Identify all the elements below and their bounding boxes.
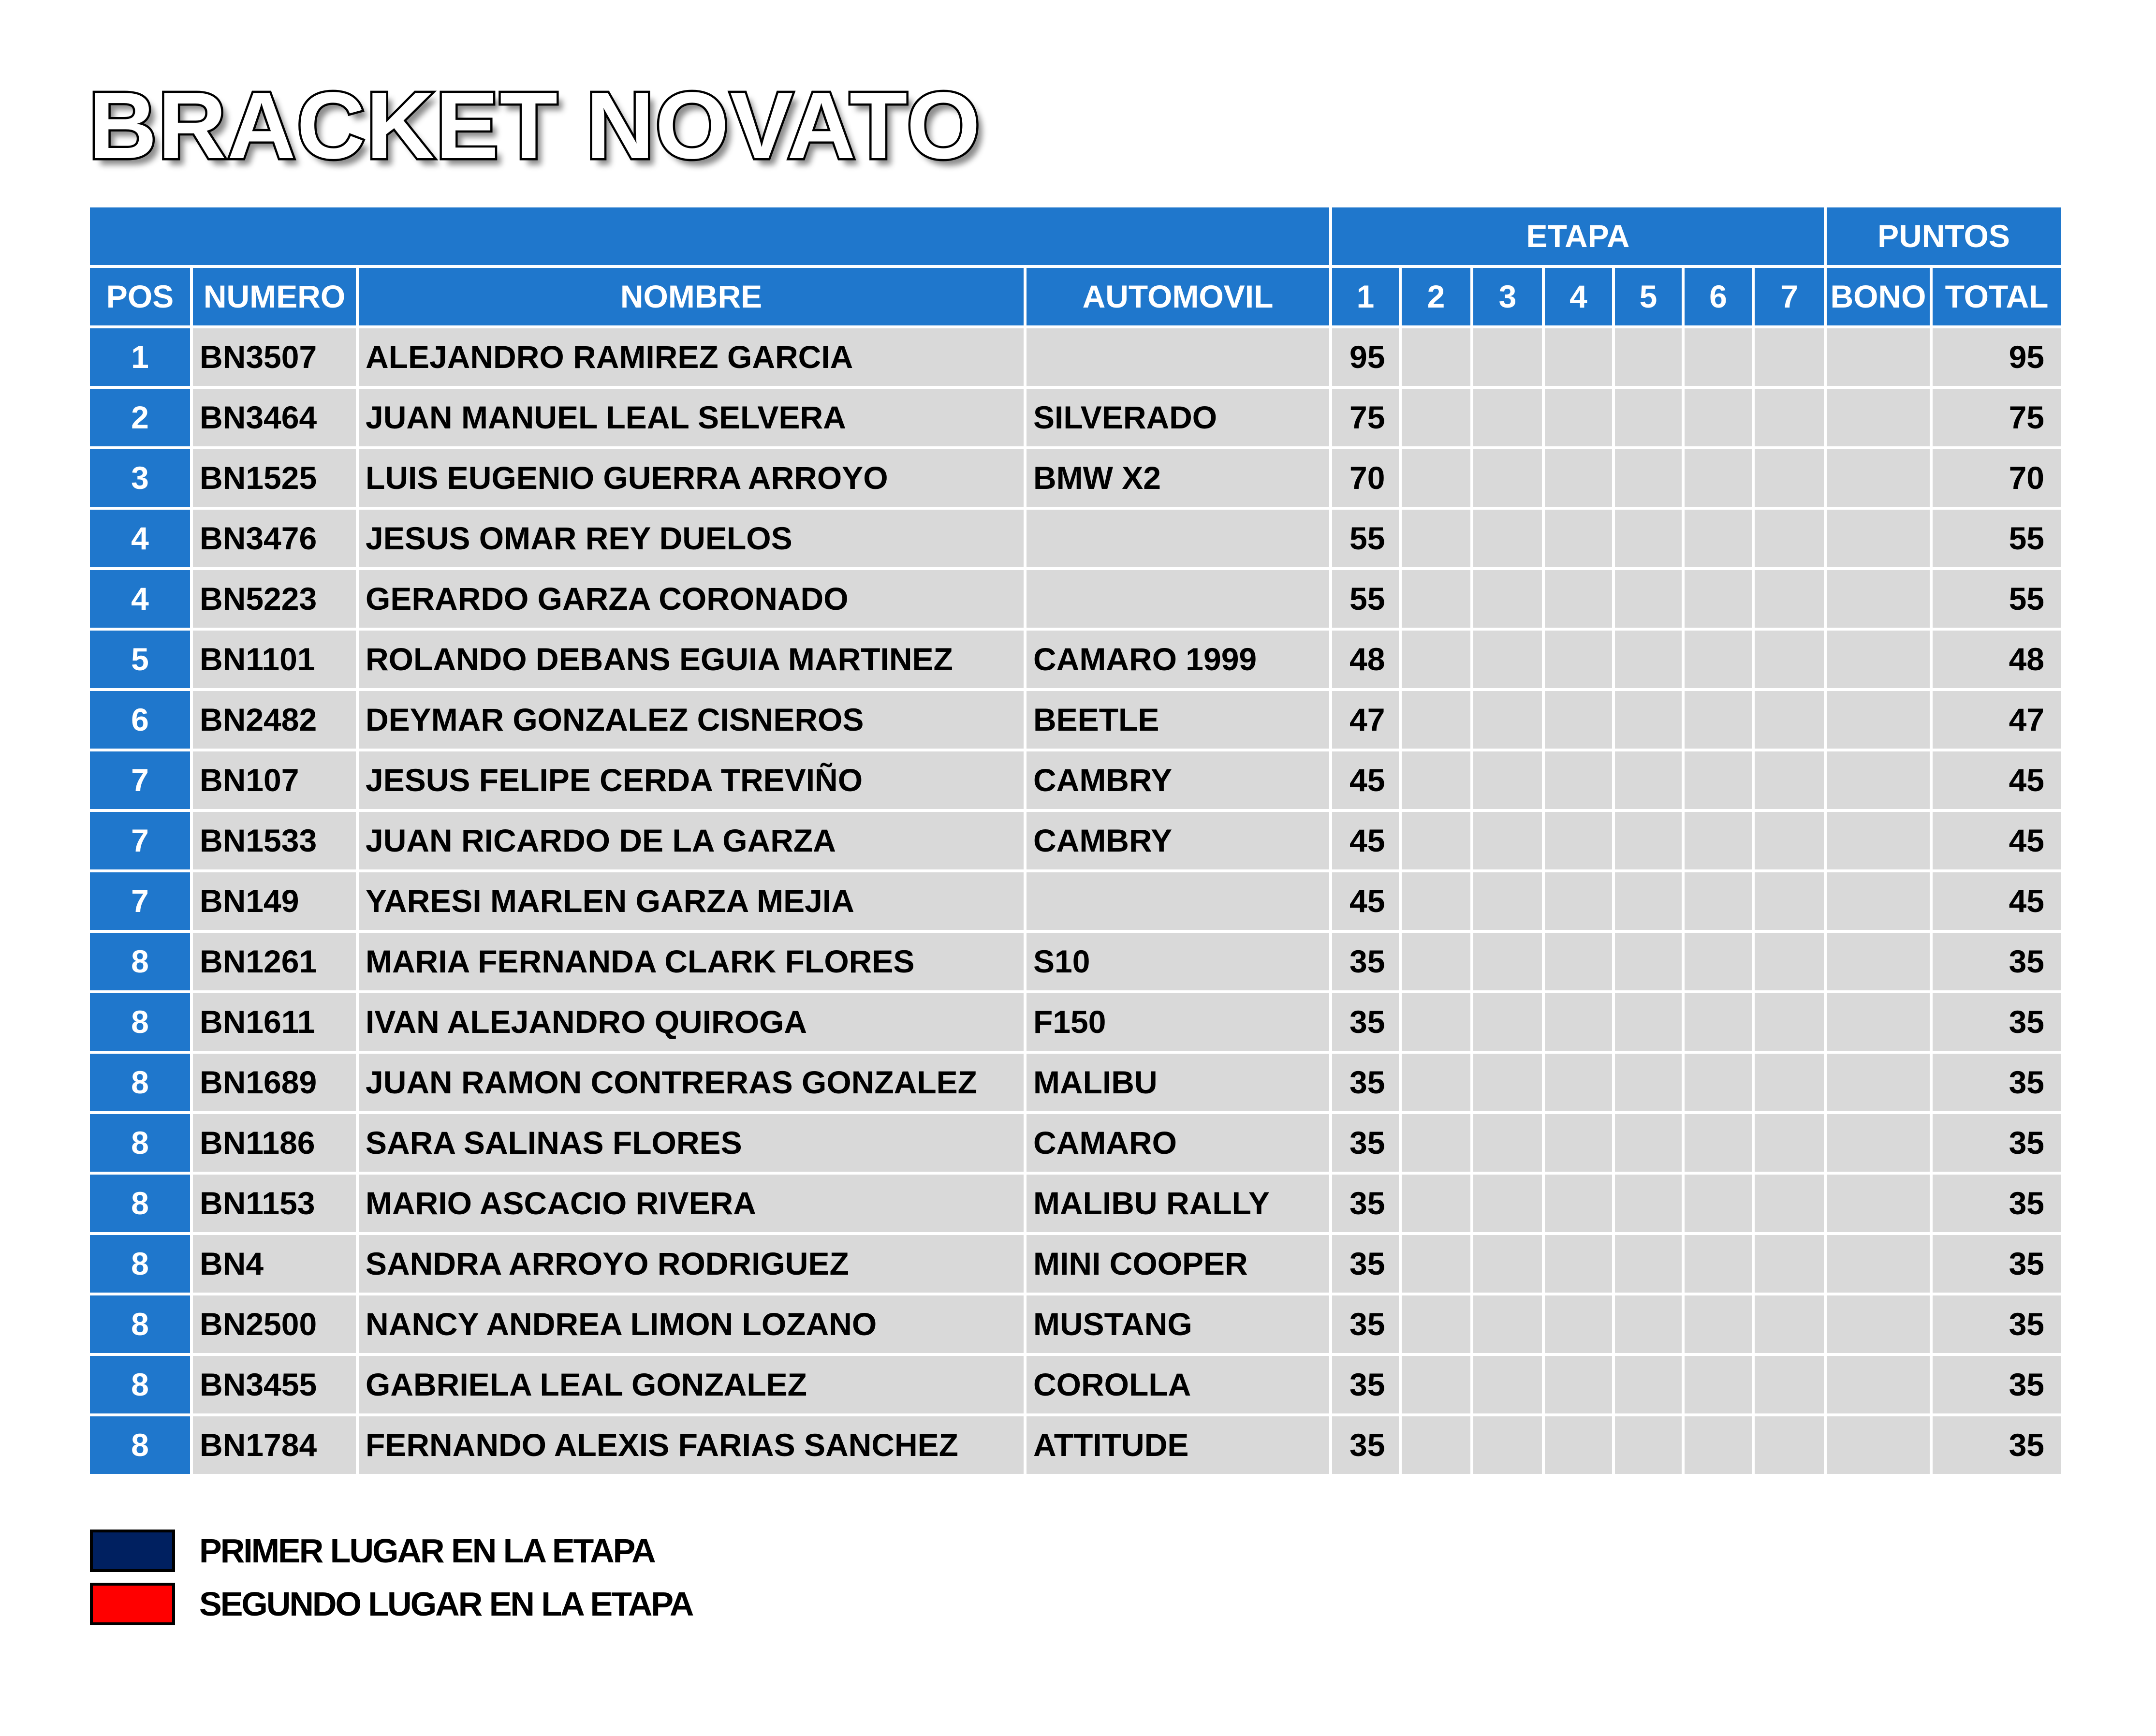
cell-etapa-1: 35 (1332, 1356, 1399, 1413)
cell-pos: 7 (90, 872, 190, 930)
cell-etapa-2 (1402, 933, 1470, 990)
cell-pos: 7 (90, 812, 190, 869)
cell-automovil: CAMBRY (1027, 751, 1329, 809)
cell-total: 45 (1933, 872, 2061, 930)
cell-etapa-2 (1402, 1054, 1470, 1111)
cell-automovil: MUSTANG (1027, 1295, 1329, 1353)
cell-etapa-7 (1755, 751, 1824, 809)
cell-etapa-7 (1755, 1054, 1824, 1111)
cell-bono (1827, 993, 1930, 1051)
cell-numero: BN5223 (193, 570, 356, 628)
cell-automovil: ATTITUDE (1027, 1416, 1329, 1474)
cell-numero: BN1525 (193, 449, 356, 507)
cell-etapa-4 (1545, 510, 1612, 567)
cell-etapa-6 (1685, 933, 1752, 990)
cell-bono (1827, 449, 1930, 507)
table-row (90, 872, 2061, 930)
cell-etapa-4 (1545, 751, 1612, 809)
cell-etapa-6 (1685, 751, 1752, 809)
cell-etapa-7 (1755, 691, 1824, 749)
cell-etapa-1: 35 (1332, 933, 1399, 990)
cell-etapa-6 (1685, 1175, 1752, 1232)
legend-swatch-red (90, 1583, 175, 1625)
cell-etapa-2 (1402, 1295, 1470, 1353)
cell-nombre: ALEJANDRO RAMIREZ GARCIA (359, 328, 1024, 386)
cell-nombre: MARIO ASCACIO RIVERA (359, 1175, 1024, 1232)
cell-etapa-1: 95 (1332, 328, 1399, 386)
cell-etapa-2 (1402, 751, 1470, 809)
cell-etapa-6 (1685, 570, 1752, 628)
cell-etapa-5 (1615, 449, 1682, 507)
legend-item-segundo-lugar (90, 1583, 767, 1631)
cell-etapa-4 (1545, 691, 1612, 749)
column-header-total: TOTAL (1933, 268, 2061, 325)
cell-etapa-5 (1615, 1114, 1682, 1172)
cell-etapa-5 (1615, 570, 1682, 628)
cell-nombre: JESUS FELIPE CERDA TREVIÑO (359, 751, 1024, 809)
cell-automovil: CAMARO (1027, 1114, 1329, 1172)
cell-total: 48 (1933, 631, 2061, 688)
cell-etapa-5 (1615, 1175, 1682, 1232)
cell-etapa-3 (1473, 510, 1542, 567)
cell-etapa-1: 45 (1332, 872, 1399, 930)
cell-etapa-1: 70 (1332, 449, 1399, 507)
legend-label: SEGUNDO LUGAR EN LA ETAPA (199, 1585, 693, 1623)
cell-etapa-7 (1755, 812, 1824, 869)
cell-nombre: SANDRA ARROYO RODRIGUEZ (359, 1235, 1024, 1293)
cell-etapa-7 (1755, 1114, 1824, 1172)
cell-etapa-1: 35 (1332, 1295, 1399, 1353)
cell-bono (1827, 510, 1930, 567)
cell-etapa-1: 55 (1332, 510, 1399, 567)
cell-nombre: LUIS EUGENIO GUERRA ARROYO (359, 449, 1024, 507)
cell-etapa-6 (1685, 1114, 1752, 1172)
cell-numero: BN2500 (193, 1295, 356, 1353)
table-row (90, 691, 2061, 749)
cell-pos: 3 (90, 449, 190, 507)
cell-etapa-5 (1615, 993, 1682, 1051)
table-row (90, 449, 2061, 507)
cell-total: 35 (1933, 933, 2061, 990)
cell-automovil: BMW X2 (1027, 449, 1329, 507)
cell-etapa-1: 45 (1332, 812, 1399, 869)
cell-nombre: JUAN RICARDO DE LA GARZA (359, 812, 1024, 869)
cell-etapa-3 (1473, 389, 1542, 446)
cell-etapa-1: 35 (1332, 1416, 1399, 1474)
cell-etapa-3 (1473, 1416, 1542, 1474)
table-row (90, 751, 2061, 809)
cell-etapa-5 (1615, 631, 1682, 688)
cell-etapa-7 (1755, 570, 1824, 628)
cell-etapa-6 (1685, 1416, 1752, 1474)
cell-total: 75 (1933, 389, 2061, 446)
cell-etapa-2 (1402, 328, 1470, 386)
cell-numero: BN1784 (193, 1416, 356, 1474)
cell-etapa-5 (1615, 872, 1682, 930)
cell-etapa-3 (1473, 1356, 1542, 1413)
cell-etapa-7 (1755, 993, 1824, 1051)
group-header-row (90, 207, 2061, 265)
cell-numero: BN3476 (193, 510, 356, 567)
table-row (90, 570, 2061, 628)
cell-etapa-3 (1473, 993, 1542, 1051)
cell-nombre: JUAN MANUEL LEAL SELVERA (359, 389, 1024, 446)
cell-numero: BN3507 (193, 328, 356, 386)
cell-bono (1827, 570, 1930, 628)
cell-numero: BN1186 (193, 1114, 356, 1172)
cell-etapa-5 (1615, 510, 1682, 567)
cell-etapa-4 (1545, 1054, 1612, 1111)
table-row (90, 812, 2061, 869)
cell-etapa-4 (1545, 812, 1612, 869)
cell-etapa-1: 47 (1332, 691, 1399, 749)
cell-etapa-7 (1755, 1416, 1824, 1474)
cell-pos: 8 (90, 1235, 190, 1293)
standings-table (87, 205, 2064, 1477)
cell-bono (1827, 1114, 1930, 1172)
cell-etapa-4 (1545, 1175, 1612, 1232)
cell-etapa-1: 35 (1332, 1114, 1399, 1172)
cell-etapa-4 (1545, 1356, 1612, 1413)
cell-total: 45 (1933, 751, 2061, 809)
cell-total: 35 (1933, 1416, 2061, 1474)
cell-nombre: YARESI MARLEN GARZA MEJIA (359, 872, 1024, 930)
cell-etapa-4 (1545, 1295, 1612, 1353)
column-header-etapa-5: 5 (1615, 268, 1682, 325)
legend-label: PRIMER LUGAR EN LA ETAPA (199, 1532, 655, 1570)
cell-etapa-6 (1685, 1235, 1752, 1293)
cell-etapa-3 (1473, 1114, 1542, 1172)
cell-bono (1827, 751, 1930, 809)
legend-item-primer-lugar (90, 1530, 767, 1578)
cell-total: 45 (1933, 812, 2061, 869)
column-header-nombre: NOMBRE (359, 268, 1024, 325)
cell-etapa-5 (1615, 389, 1682, 446)
cell-etapa-6 (1685, 510, 1752, 567)
cell-bono (1827, 872, 1930, 930)
cell-etapa-5 (1615, 933, 1682, 990)
cell-etapa-1: 35 (1332, 1054, 1399, 1111)
cell-numero: BN4 (193, 1235, 356, 1293)
cell-etapa-7 (1755, 510, 1824, 567)
table-row (90, 510, 2061, 567)
table-row (90, 1114, 2061, 1172)
etapa-group-header: ETAPA (1332, 207, 1824, 265)
cell-pos: 8 (90, 1416, 190, 1474)
cell-numero: BN1261 (193, 933, 356, 990)
cell-automovil: MINI COOPER (1027, 1235, 1329, 1293)
cell-automovil: BEETLE (1027, 691, 1329, 749)
cell-total: 35 (1933, 1054, 2061, 1111)
column-header-etapa-6: 6 (1685, 268, 1752, 325)
cell-total: 55 (1933, 510, 2061, 567)
cell-etapa-7 (1755, 328, 1824, 386)
cell-etapa-5 (1615, 691, 1682, 749)
cell-total: 47 (1933, 691, 2061, 749)
puntos-group-header: PUNTOS (1827, 207, 2061, 265)
cell-nombre: ROLANDO DEBANS EGUIA MARTINEZ (359, 631, 1024, 688)
cell-etapa-6 (1685, 1356, 1752, 1413)
cell-pos: 8 (90, 1175, 190, 1232)
cell-etapa-5 (1615, 751, 1682, 809)
cell-etapa-7 (1755, 1295, 1824, 1353)
cell-etapa-3 (1473, 1175, 1542, 1232)
cell-etapa-1: 35 (1332, 1235, 1399, 1293)
cell-etapa-7 (1755, 1175, 1824, 1232)
cell-automovil: S10 (1027, 933, 1329, 990)
cell-etapa-6 (1685, 328, 1752, 386)
cell-etapa-6 (1685, 872, 1752, 930)
cell-pos: 1 (90, 328, 190, 386)
cell-etapa-6 (1685, 812, 1752, 869)
cell-etapa-2 (1402, 1416, 1470, 1474)
column-header-numero: NUMERO (193, 268, 356, 325)
cell-etapa-3 (1473, 1295, 1542, 1353)
cell-nombre: JUAN RAMON CONTRERAS GONZALEZ (359, 1054, 1024, 1111)
cell-pos: 8 (90, 993, 190, 1051)
cell-etapa-6 (1685, 1295, 1752, 1353)
cell-etapa-4 (1545, 328, 1612, 386)
cell-etapa-1: 75 (1332, 389, 1399, 446)
cell-total: 35 (1933, 1356, 2061, 1413)
cell-total: 55 (1933, 570, 2061, 628)
cell-etapa-3 (1473, 1235, 1542, 1293)
cell-etapa-3 (1473, 449, 1542, 507)
column-header-etapa-1: 1 (1332, 268, 1399, 325)
table-row (90, 631, 2061, 688)
cell-numero: BN3464 (193, 389, 356, 446)
cell-bono (1827, 1416, 1930, 1474)
cell-numero: BN107 (193, 751, 356, 809)
table-row (90, 389, 2061, 446)
cell-etapa-4 (1545, 631, 1612, 688)
cell-nombre: DEYMAR GONZALEZ CISNEROS (359, 691, 1024, 749)
cell-etapa-6 (1685, 1054, 1752, 1111)
cell-bono (1827, 812, 1930, 869)
cell-etapa-3 (1473, 570, 1542, 628)
cell-automovil: COROLLA (1027, 1356, 1329, 1413)
cell-etapa-5 (1615, 1416, 1682, 1474)
cell-etapa-1: 55 (1332, 570, 1399, 628)
cell-etapa-7 (1755, 933, 1824, 990)
cell-etapa-4 (1545, 1416, 1612, 1474)
cell-bono (1827, 1175, 1930, 1232)
cell-total: 35 (1933, 1295, 2061, 1353)
cell-etapa-5 (1615, 1356, 1682, 1413)
cell-total: 70 (1933, 449, 2061, 507)
cell-pos: 6 (90, 691, 190, 749)
cell-automovil (1027, 510, 1329, 567)
cell-etapa-6 (1685, 449, 1752, 507)
cell-total: 35 (1933, 1175, 2061, 1232)
cell-etapa-6 (1685, 389, 1752, 446)
cell-etapa-3 (1473, 691, 1542, 749)
cell-etapa-2 (1402, 449, 1470, 507)
column-header-etapa-3: 3 (1473, 268, 1542, 325)
cell-nombre: MARIA FERNANDA CLARK FLORES (359, 933, 1024, 990)
cell-etapa-2 (1402, 570, 1470, 628)
cell-etapa-6 (1685, 993, 1752, 1051)
cell-automovil: CAMARO 1999 (1027, 631, 1329, 688)
cell-bono (1827, 1235, 1930, 1293)
cell-automovil: F150 (1027, 993, 1329, 1051)
cell-etapa-2 (1402, 1356, 1470, 1413)
column-header-etapa-4: 4 (1545, 268, 1612, 325)
cell-etapa-5 (1615, 1235, 1682, 1293)
cell-etapa-7 (1755, 389, 1824, 446)
table-row (90, 993, 2061, 1051)
cell-etapa-2 (1402, 631, 1470, 688)
cell-etapa-2 (1402, 993, 1470, 1051)
cell-nombre: NANCY ANDREA LIMON LOZANO (359, 1295, 1024, 1353)
cell-total: 95 (1933, 328, 2061, 386)
cell-bono (1827, 1054, 1930, 1111)
cell-etapa-2 (1402, 812, 1470, 869)
cell-bono (1827, 933, 1930, 990)
cell-etapa-4 (1545, 872, 1612, 930)
table-row (90, 1295, 2061, 1353)
cell-etapa-4 (1545, 1114, 1612, 1172)
cell-etapa-5 (1615, 1295, 1682, 1353)
cell-etapa-3 (1473, 328, 1542, 386)
cell-pos: 2 (90, 389, 190, 446)
cell-pos: 8 (90, 1295, 190, 1353)
cell-bono (1827, 328, 1930, 386)
cell-automovil: SILVERADO (1027, 389, 1329, 446)
cell-etapa-5 (1615, 328, 1682, 386)
cell-etapa-4 (1545, 933, 1612, 990)
cell-etapa-5 (1615, 812, 1682, 869)
cell-automovil: MALIBU (1027, 1054, 1329, 1111)
cell-etapa-3 (1473, 872, 1542, 930)
cell-etapa-2 (1402, 1175, 1470, 1232)
cell-etapa-3 (1473, 812, 1542, 869)
cell-bono (1827, 631, 1930, 688)
column-header-row (90, 268, 2061, 325)
cell-numero: BN1611 (193, 993, 356, 1051)
cell-automovil: MALIBU RALLY (1027, 1175, 1329, 1232)
cell-total: 35 (1933, 993, 2061, 1051)
cell-etapa-4 (1545, 570, 1612, 628)
table-row (90, 1235, 2061, 1293)
cell-pos: 8 (90, 933, 190, 990)
cell-etapa-6 (1685, 631, 1752, 688)
cell-nombre: GERARDO GARZA CORONADO (359, 570, 1024, 628)
cell-numero: BN3455 (193, 1356, 356, 1413)
cell-total: 35 (1933, 1114, 2061, 1172)
cell-etapa-1: 45 (1332, 751, 1399, 809)
cell-bono (1827, 1295, 1930, 1353)
table-row (90, 1175, 2061, 1232)
cell-etapa-7 (1755, 872, 1824, 930)
cell-pos: 5 (90, 631, 190, 688)
cell-etapa-1: 48 (1332, 631, 1399, 688)
cell-automovil: CAMBRY (1027, 812, 1329, 869)
cell-nombre: SARA SALINAS FLORES (359, 1114, 1024, 1172)
cell-numero: BN149 (193, 872, 356, 930)
column-header-pos: POS (90, 268, 190, 325)
cell-automovil (1027, 570, 1329, 628)
cell-numero: BN1533 (193, 812, 356, 869)
cell-etapa-3 (1473, 933, 1542, 990)
cell-etapa-6 (1685, 691, 1752, 749)
column-header-etapa-2: 2 (1402, 268, 1470, 325)
cell-etapa-2 (1402, 872, 1470, 930)
cell-bono (1827, 389, 1930, 446)
column-header-automovil: AUTOMOVIL (1027, 268, 1329, 325)
page-title: BRACKET NOVATO (88, 73, 982, 178)
cell-nombre: IVAN ALEJANDRO QUIROGA (359, 993, 1024, 1051)
cell-total: 35 (1933, 1235, 2061, 1293)
table-row (90, 1054, 2061, 1111)
cell-pos: 7 (90, 751, 190, 809)
cell-pos: 4 (90, 510, 190, 567)
cell-etapa-2 (1402, 1235, 1470, 1293)
table-row (90, 933, 2061, 990)
cell-nombre: JESUS OMAR REY DUELOS (359, 510, 1024, 567)
cell-pos: 4 (90, 570, 190, 628)
cell-etapa-7 (1755, 631, 1824, 688)
cell-nombre: FERNANDO ALEXIS FARIAS SANCHEZ (359, 1416, 1024, 1474)
cell-etapa-5 (1615, 1054, 1682, 1111)
cell-etapa-2 (1402, 389, 1470, 446)
cell-nombre: GABRIELA LEAL GONZALEZ (359, 1356, 1024, 1413)
table-header (90, 207, 2061, 325)
cell-etapa-2 (1402, 510, 1470, 567)
cell-etapa-4 (1545, 993, 1612, 1051)
cell-etapa-4 (1545, 1235, 1612, 1293)
legend-swatch-dark-blue (90, 1530, 175, 1572)
cell-automovil (1027, 872, 1329, 930)
table-row (90, 1416, 2061, 1474)
cell-etapa-2 (1402, 1114, 1470, 1172)
column-header-bono: BONO (1827, 268, 1930, 325)
cell-automovil (1027, 328, 1329, 386)
cell-numero: BN1689 (193, 1054, 356, 1111)
cell-etapa-3 (1473, 751, 1542, 809)
cell-bono (1827, 691, 1930, 749)
cell-etapa-7 (1755, 449, 1824, 507)
table-row (90, 328, 2061, 386)
header-blank (90, 207, 1329, 265)
cell-pos: 8 (90, 1054, 190, 1111)
cell-bono (1827, 1356, 1930, 1413)
cell-numero: BN1101 (193, 631, 356, 688)
cell-numero: BN1153 (193, 1175, 356, 1232)
cell-etapa-2 (1402, 691, 1470, 749)
cell-etapa-4 (1545, 389, 1612, 446)
table-row (90, 1356, 2061, 1413)
cell-etapa-4 (1545, 449, 1612, 507)
cell-etapa-1: 35 (1332, 1175, 1399, 1232)
cell-numero: BN2482 (193, 691, 356, 749)
cell-etapa-3 (1473, 631, 1542, 688)
column-header-etapa-7: 7 (1755, 268, 1824, 325)
cell-etapa-7 (1755, 1235, 1824, 1293)
cell-etapa-3 (1473, 1054, 1542, 1111)
cell-pos: 8 (90, 1356, 190, 1413)
table-body (90, 328, 2061, 1474)
cell-etapa-1: 35 (1332, 993, 1399, 1051)
cell-pos: 8 (90, 1114, 190, 1172)
cell-etapa-7 (1755, 1356, 1824, 1413)
